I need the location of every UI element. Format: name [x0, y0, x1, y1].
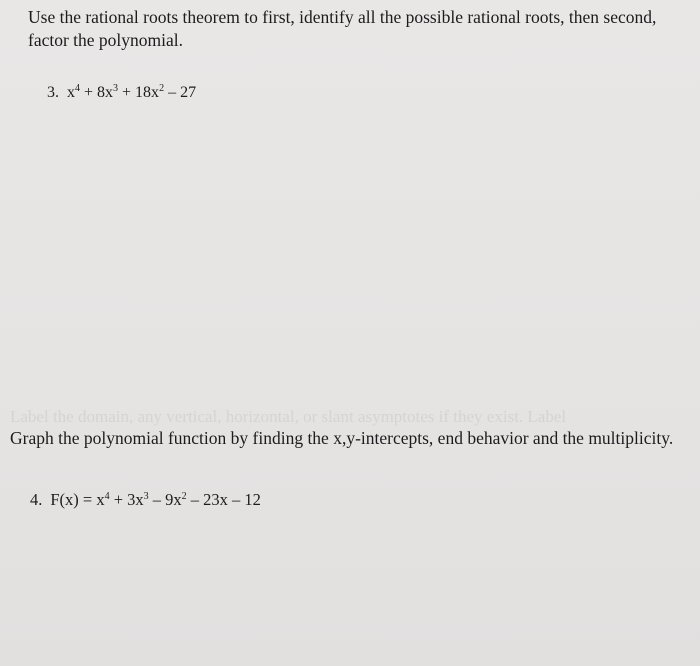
problem-3-exponent: 3: [113, 83, 119, 94]
problem-4-number: 4.: [30, 490, 43, 509]
problem-3-term: – 27: [164, 84, 197, 101]
problem-3-exponent: 2: [159, 83, 165, 94]
problem-4-term: F(x) = x: [50, 490, 105, 509]
problem-4-exponent: 2: [181, 491, 187, 502]
bleed-through-text: Label the domain, any vertical, horizontal, or slant asymptotes if they exist. Label: [10, 407, 567, 426]
problem-4-exponent: 4: [104, 491, 110, 502]
problem-3: [47, 83, 196, 102]
problem-3-term: + 8x: [80, 84, 114, 101]
problem-4-term: – 23x – 12: [186, 490, 261, 509]
graph-instructions: Graph the polynomial function by finding the x,y-intercepts, end behavior and the multiplicity.: [10, 428, 674, 448]
problem-4-exponent: 3: [143, 491, 149, 502]
problem-4: [30, 490, 261, 510]
problem-3-number: 3.: [47, 84, 59, 101]
problem-4-term: – 9x: [148, 490, 182, 509]
problem-4-term: + 3x: [109, 490, 144, 509]
problem-3-exponent: 4: [75, 83, 80, 94]
problem-3-term: + 18x: [118, 84, 160, 101]
problem-3-term: x: [67, 84, 75, 101]
rational-roots-instructions: Use the rational roots theorem to first, identify all the possible rational roots, then second, factor the polynomial.: [28, 7, 657, 50]
